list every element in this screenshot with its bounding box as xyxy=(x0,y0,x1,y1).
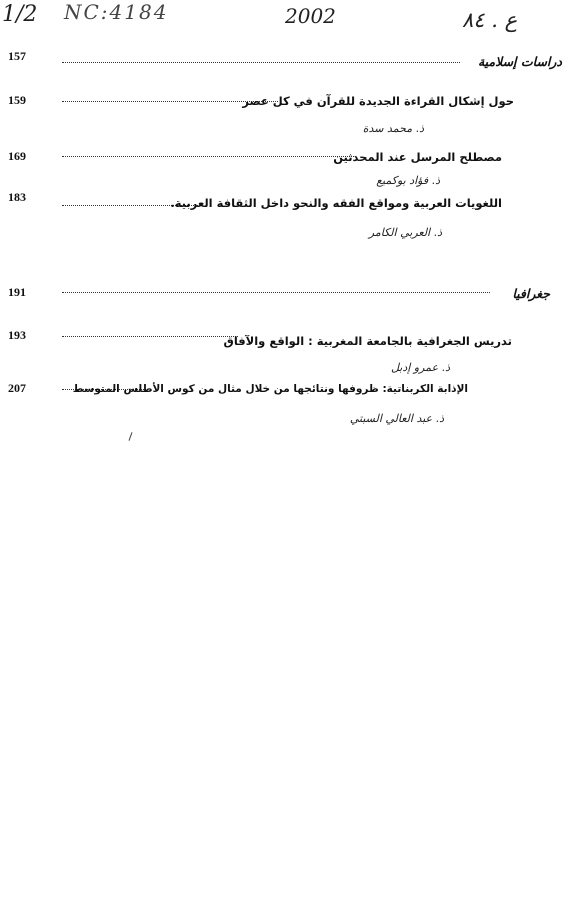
entry-page-number: 159 xyxy=(8,93,26,107)
section-title: دراسات إسلامية xyxy=(477,54,562,69)
entry-title: الإذابة الكربناتية: ظروفها ونتائجها من خلال مثال من كوس الأطلس المتوسط xyxy=(72,383,468,395)
section-title: جغرافيا xyxy=(512,286,550,301)
section-page-number: 157 xyxy=(8,49,26,63)
entry-title: اللغويات العربية ومواقع الفقه والنحو داخل الثقافة العربية. xyxy=(170,196,502,210)
entry-page-number: 169 xyxy=(8,149,26,163)
entry-author: ذ. العربي الكامر xyxy=(368,226,442,239)
entry-author: ذ. عبد العالي السبتي xyxy=(349,412,444,425)
scan-mark xyxy=(128,432,132,441)
section-page-number: 191 xyxy=(8,285,26,299)
entry-author: ذ. فؤاد بوكميع xyxy=(376,174,440,187)
entry-page-number: 207 xyxy=(8,381,26,395)
entry-author: ذ. محمد سدة xyxy=(362,122,424,135)
entry-author: ذ. عمرو إدبل xyxy=(390,361,450,374)
leader-dots xyxy=(62,336,238,337)
header-reference: NC:4184 xyxy=(64,0,169,24)
header-mark-left: 1/2 xyxy=(2,2,38,27)
entry-page-number: 193 xyxy=(8,328,26,342)
leader-dots xyxy=(62,62,460,63)
entry-title: تدريس الجغرافية بالجامعة المغربية : الواقع والآفاق xyxy=(223,334,512,348)
leader-dots xyxy=(62,292,490,293)
leader-dots xyxy=(62,156,356,157)
entry-title: حول إشكال القراءة الجديدة للقرآن في كل عصر xyxy=(242,94,514,108)
header-code: ع . ٨٤ xyxy=(462,8,518,32)
entry-page-number: 183 xyxy=(8,190,26,204)
header-year: 2002 xyxy=(285,4,336,28)
entry-title: مصطلح المرسل عند المحدثين xyxy=(333,150,502,164)
